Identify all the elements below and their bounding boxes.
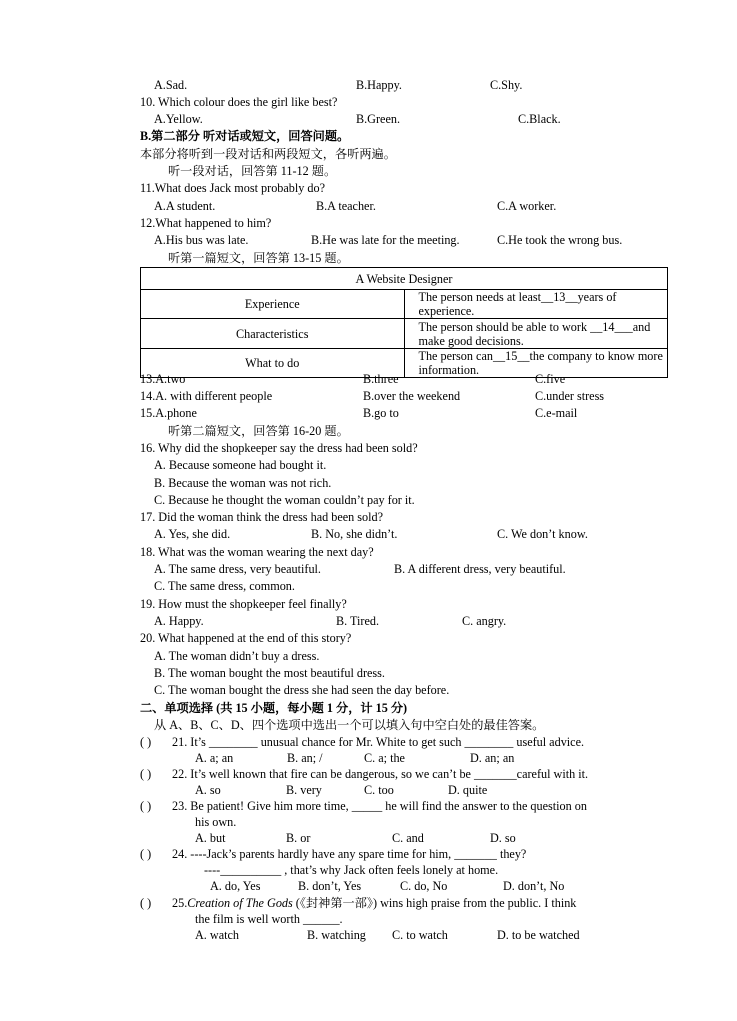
q12-stem: 12.What happened to him?: [140, 216, 272, 230]
q10-stem: 10. Which colour does the girl like best?: [140, 95, 338, 109]
q22-option-b: B. very: [286, 783, 322, 797]
q21-stem: 21. It’s ________ unusual chance for Mr. White to get such ________ useful advice.: [172, 735, 585, 749]
q24-stem-cont: ----__________ , that’s why Jack often feels lonely at home.: [204, 863, 499, 877]
q20-option-b: B. The woman bought the most beautiful dress.: [154, 666, 385, 680]
q25-option-b: B. watching: [307, 928, 366, 942]
q18-option-a: A. The same dress, very beautiful.: [154, 562, 321, 576]
q11-option-c: C.A worker.: [497, 199, 557, 213]
q19-option-b: B. Tired.: [336, 614, 380, 628]
q14-option-b: B.over the weekend: [363, 389, 461, 403]
q23-option-a: A. but: [195, 831, 226, 845]
q25-option-a: A. watch: [195, 928, 239, 942]
table-row-key: Characteristics: [141, 319, 405, 349]
q22-option-c: C. too: [364, 783, 394, 797]
q25-num: 25.: [172, 896, 188, 910]
q16-option-b: B. Because the woman was not rich.: [154, 476, 332, 490]
q23-stem: 23. Be patient! Give him more time, _____ he will find the answer to the question on: [172, 799, 587, 813]
q20-option-c: C. The woman bought the dress she had seen the day before.: [154, 683, 450, 697]
q12-option-c: C.He took the wrong bus.: [497, 233, 623, 247]
q16-stem: 16. Why did the shopkeeper say the dress had been sold?: [140, 441, 418, 455]
q23-option-d: D. so: [490, 831, 516, 845]
q21-option-d: D. an; an: [470, 751, 515, 765]
q24-stem: 24. ----Jack’s parents hardly have any spare time for him, _______ they?: [172, 847, 527, 861]
q25-stem-rest: (《封神第一部》) wins high praise from the public. I think: [292, 896, 577, 910]
q21-paren: ( ): [140, 735, 152, 749]
q20-stem: 20. What happened at the end of this story?: [140, 631, 352, 645]
website-designer-table: [140, 267, 668, 378]
q24-option-a: A. do, Yes: [210, 879, 261, 893]
q10-option-b: B.Green.: [356, 112, 400, 126]
q23-option-c: C. and: [392, 831, 424, 845]
q18-stem: 18. What was the woman wearing the next day?: [140, 545, 374, 559]
passage1-intro: 听第一篇短文，回答第 13-15 题。: [168, 251, 349, 265]
q25-option-d: D. to be watched: [497, 928, 580, 942]
q13-option-a: 13.A.two: [140, 372, 186, 386]
table-row-value: The person should be able to work __14___and make good decisions.: [404, 319, 668, 349]
q15-option-c: C.e-mail: [535, 406, 578, 420]
q25-stem: [172, 896, 576, 910]
q16-option-a: A. Because someone had bought it.: [154, 458, 327, 472]
q15-option-b: B.go to: [363, 406, 399, 420]
q13-option-b: B.three: [363, 372, 399, 386]
q17-option-a: A. Yes, she did.: [154, 527, 231, 541]
passage2-intro: 听第二篇短文，回答第 16-20 题。: [168, 424, 349, 438]
q17-option-c: C. We don’t know.: [497, 527, 588, 541]
partB-heading: B.第二部分 听对话或短文，回答问题。: [140, 129, 350, 143]
table-title: A Website Designer: [141, 268, 668, 290]
q24-option-b: B. don’t, Yes: [298, 879, 362, 893]
q11-stem: 11.What does Jack most probably do?: [140, 181, 326, 195]
q9-option-c: C.Shy.: [490, 78, 523, 92]
q19-option-a: A. Happy.: [154, 614, 204, 628]
q23-stem-cont: his own.: [195, 815, 237, 829]
q23-option-b: B. or: [286, 831, 311, 845]
q24-paren: ( ): [140, 847, 152, 861]
q12-option-a: A.His bus was late.: [154, 233, 249, 247]
q14-option-a: 14.A. with different people: [140, 389, 273, 403]
q10-option-a: A.Yellow.: [154, 112, 203, 126]
section2-instruction: 从 A、B、C、D、四个选项中选出一个可以填入句中空白处的最佳答案。: [154, 718, 545, 732]
q24-option-d: D. don’t, No: [503, 879, 565, 893]
q19-option-c: C. angry.: [462, 614, 507, 628]
q14-option-c: C.under stress: [535, 389, 605, 403]
q22-paren: ( ): [140, 767, 152, 781]
table-row-key: Experience: [141, 290, 405, 319]
q25-film-title: Creation of The Gods: [187, 896, 293, 910]
partB-instruction: 本部分将听到一段对话和两段短文，各听两遍。: [140, 147, 396, 161]
q10-option-c: C.Black.: [518, 112, 561, 126]
q9-option-a: A.Sad.: [154, 78, 188, 92]
q22-option-a: A. so: [195, 783, 221, 797]
q21-option-c: C. a; the: [364, 751, 405, 765]
q18-option-b: B. A different dress, very beautiful.: [394, 562, 566, 576]
q17-stem: 17. Did the woman think the dress had been sold?: [140, 510, 384, 524]
q19-stem: 19. How must the shopkeeper feel finally?: [140, 597, 347, 611]
q16-option-c: C. Because he thought the woman couldn’t pay for it.: [154, 493, 415, 507]
q25-paren: ( ): [140, 896, 152, 910]
q9-option-b: B.Happy.: [356, 78, 402, 92]
q25-stem-cont: the film is well worth ______.: [195, 912, 343, 926]
q20-option-a: A. The woman didn’t buy a dress.: [154, 649, 320, 663]
q12-option-b: B.He was late for the meeting.: [311, 233, 460, 247]
q24-option-c: C. do, No: [400, 879, 448, 893]
q21-option-b: B. an; /: [287, 751, 323, 765]
q13-option-c: C.five: [535, 372, 566, 386]
dialogue-intro: 听一段对话，回答第 11-12 题。: [168, 164, 337, 178]
q11-option-b: B.A teacher.: [316, 199, 376, 213]
q11-option-a: A.A student.: [154, 199, 216, 213]
q17-option-b: B. No, she didn’t.: [311, 527, 398, 541]
q22-stem: 22. It’s well known that fire can be dangerous, so we can’t be _______careful with it.: [172, 767, 589, 781]
q21-option-a: A. a; an: [195, 751, 234, 765]
q25-option-c: C. to watch: [392, 928, 448, 942]
table-row-value: The person needs at least__13__years of experience.: [404, 290, 668, 319]
q23-paren: ( ): [140, 799, 152, 813]
table-row-value: The person can__15__the company to know more information.: [404, 349, 668, 378]
section2-heading: 二、单项选择 (共 15 小题，每小题 1 分，计 15 分): [140, 701, 408, 715]
q22-option-d: D. quite: [448, 783, 488, 797]
table-row-key: What to do: [141, 349, 405, 378]
q15-option-a: 15.A.phone: [140, 406, 197, 420]
q18-option-c: C. The same dress, common.: [154, 579, 295, 593]
